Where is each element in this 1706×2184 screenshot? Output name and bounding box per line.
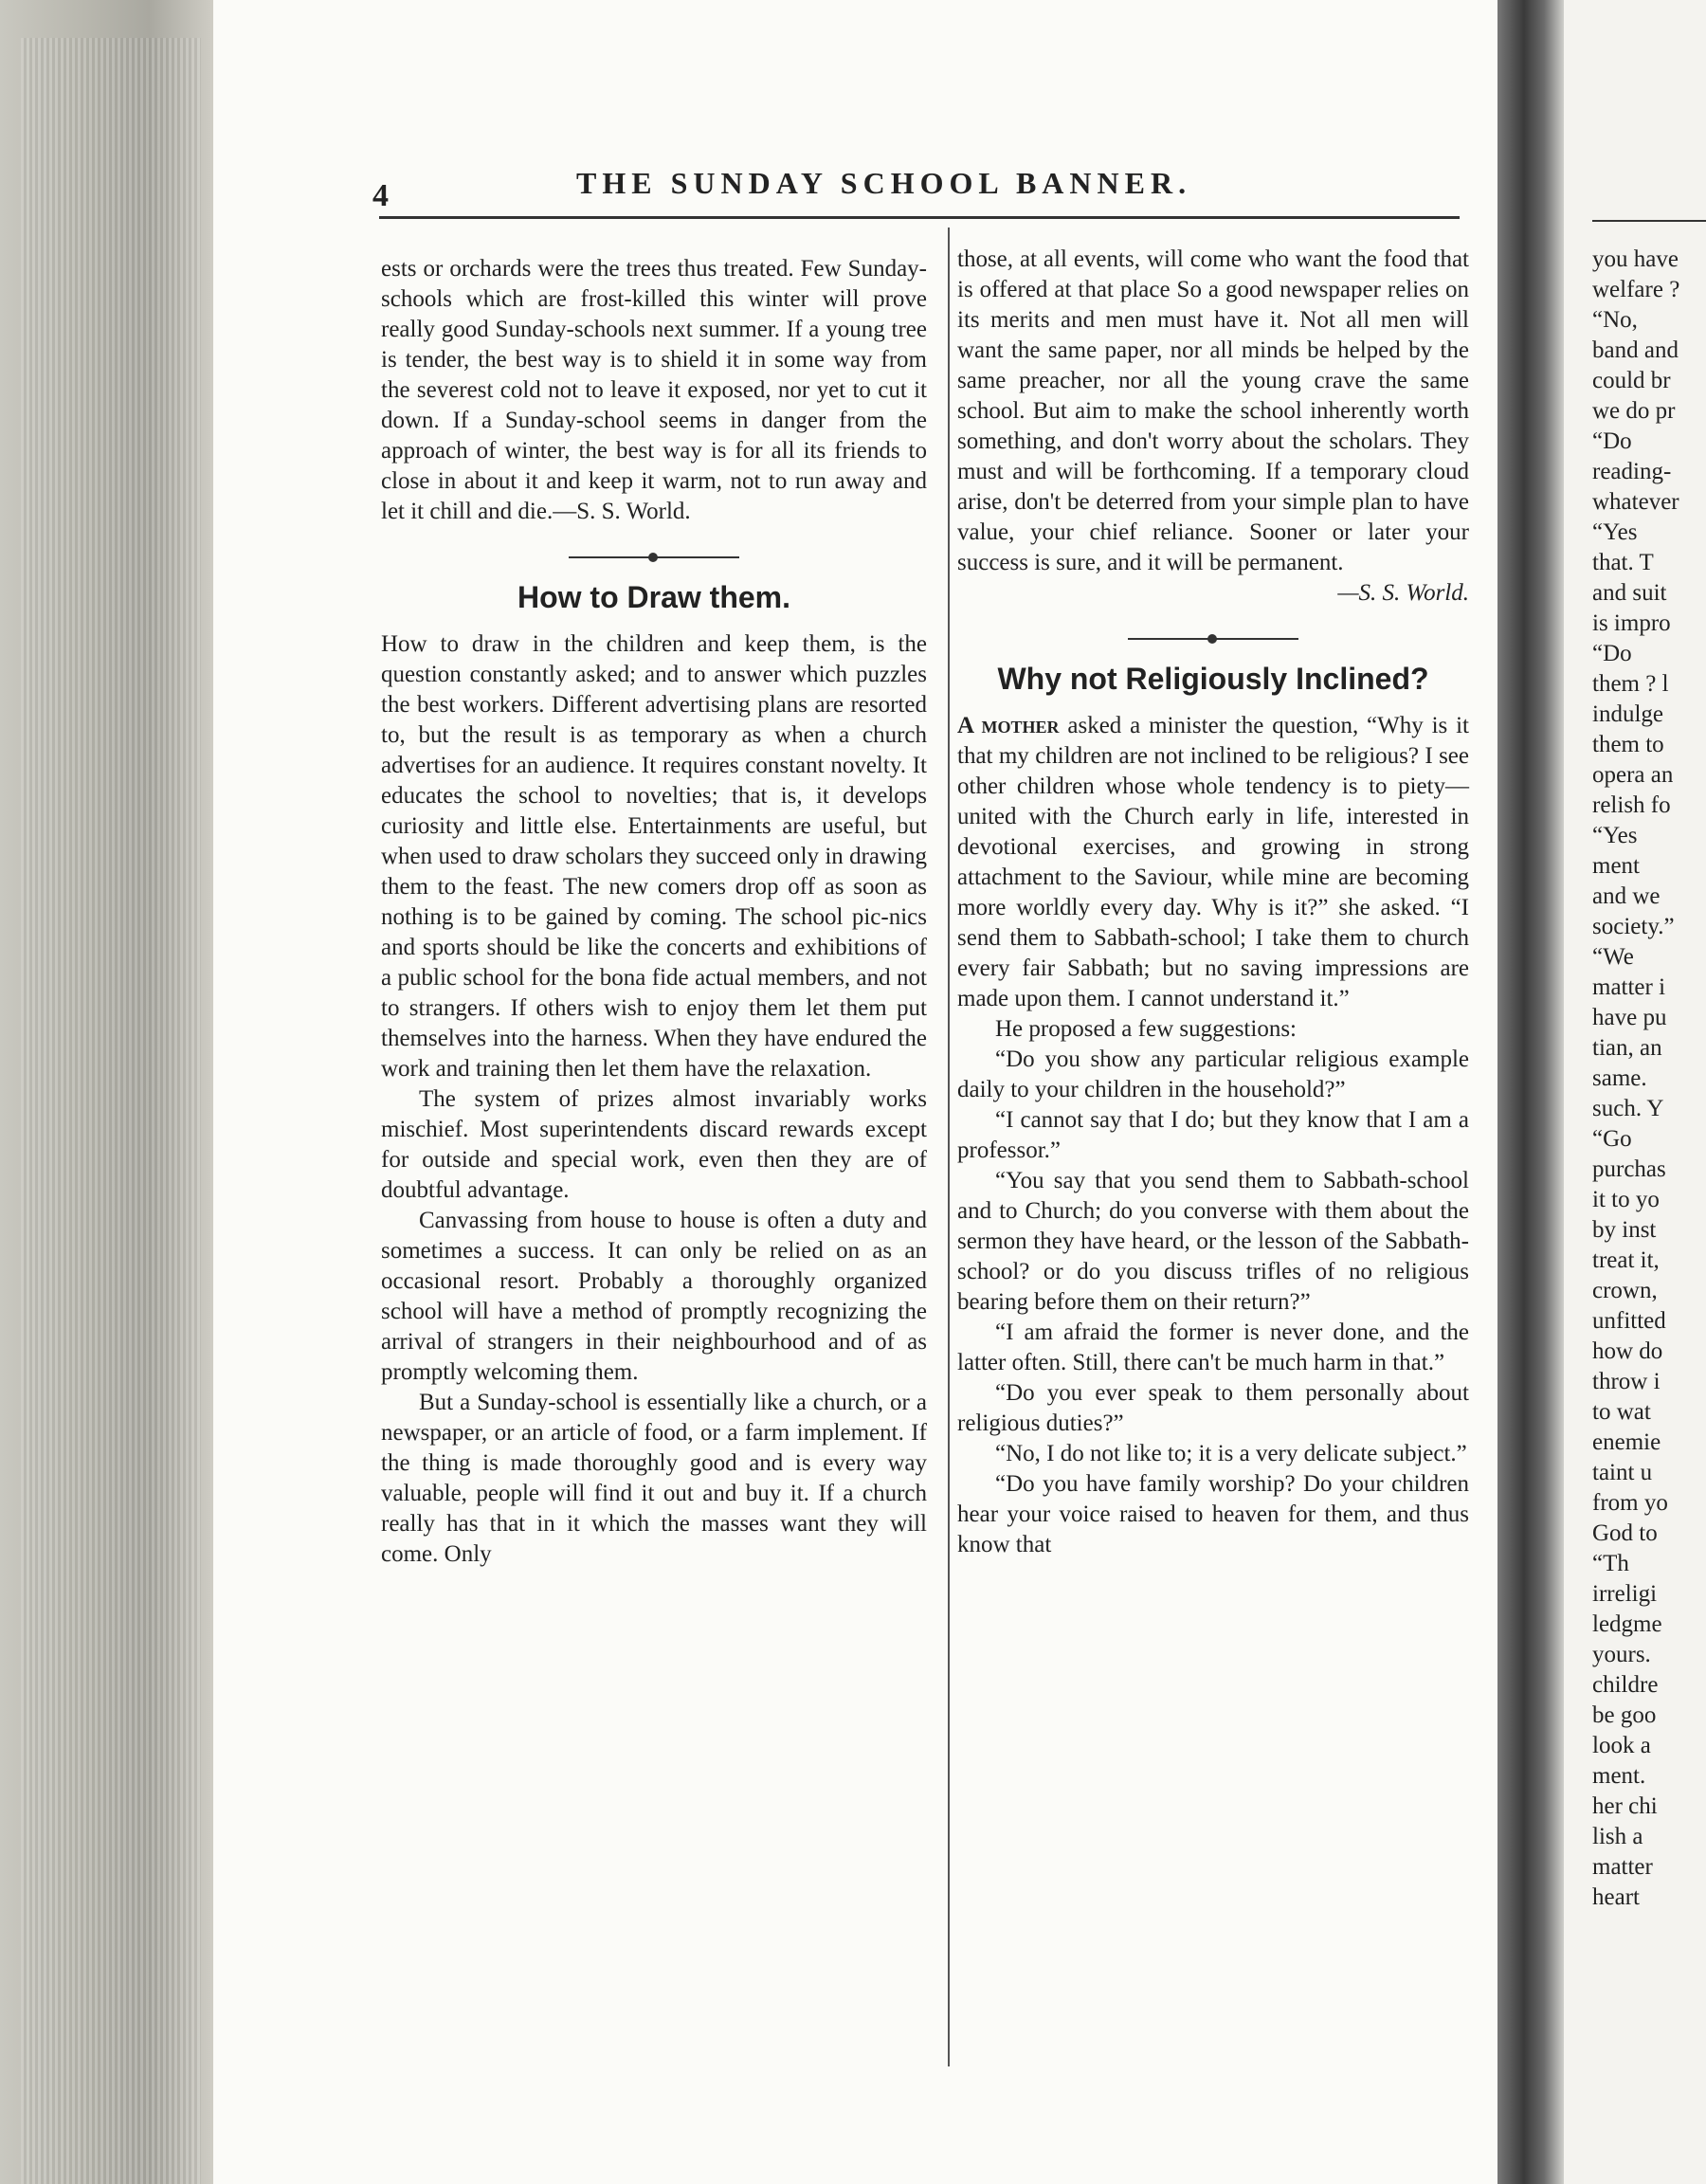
facing-line: society.”	[1592, 914, 1675, 939]
ornament-divider	[569, 546, 739, 569]
facing-line: them to	[1592, 732, 1664, 757]
facing-line: “Do	[1592, 641, 1632, 666]
lead-word: A mother	[957, 713, 1060, 738]
facing-line: irreligi	[1592, 1581, 1658, 1607]
facing-line: “Go	[1592, 1126, 1632, 1152]
facing-line: could br	[1592, 368, 1671, 393]
facing-line: “Yes	[1592, 823, 1638, 848]
body-paragraph: The system of prizes almost invariably works mischief. Most superintendents discard rewards except for outside and special work, even then they are of doubtful advantage.	[381, 1086, 927, 1203]
facing-line: from yo	[1592, 1490, 1668, 1516]
facing-line: treat it,	[1592, 1247, 1660, 1273]
facing-line: enemie	[1592, 1429, 1661, 1455]
facing-line: ledgme	[1592, 1611, 1662, 1637]
continued-paragraph: those, at all events, will come who want the food that is offered at that place So a good newspaper relies on its merits and men must have it. Not all men will want the same paper, nor all minds be helped by the same preacher, nor all the young crave the same school. But aim to make the school inherently worth something, and don't worry about the scholars. They must and will be forthcoming. If a temporary cloud arise, don't be deterred from your simple plan to have value, your chief reliance. Sooner or later your success is sure, and it will be permanent.	[957, 246, 1469, 575]
facing-line: God to	[1592, 1520, 1658, 1546]
facing-line: whatever	[1592, 489, 1679, 515]
page-number: 4	[372, 178, 389, 213]
facing-line: and suit	[1592, 580, 1667, 606]
continued-paragraph: ests or orchards were the trees thus treated. Few Sunday-schools which are frost-killed this winter will prove really good Sunday-schools next summer. If a young tree is tender, the best way is to shield it in some way from the severest cold not to leave it exposed, nor yet to cut it down. If a Sunday-school seems in danger from the approach of winter, the best way is for all its friends to close in about it and keep it warm, not to run away and let it chill and die.—S. S. World.	[381, 256, 927, 524]
facing-page	[1564, 0, 1706, 2184]
facing-line: ment.	[1592, 1763, 1646, 1789]
body-paragraph: “Do you have family worship? Do your children hear your voice raised to heaven for them, and thus know that	[957, 1471, 1469, 1557]
facing-line: her chi	[1592, 1793, 1658, 1819]
book-gutter	[1497, 0, 1564, 2184]
body-paragraph: “I am afraid the former is never done, and the latter often. Still, there can't be much harm in that.”	[957, 1320, 1469, 1375]
facing-line: look a	[1592, 1733, 1651, 1758]
body-paragraph: Canvassing from house to house is often a duty and sometimes a success. It can only be relied on as an occasional resort. Probably a thoroughly organized school will have a method of promptly recognizing the arrival of strangers in their neighbourhood and of as promptly welcoming them.	[381, 1208, 927, 1385]
facing-line: same.	[1592, 1065, 1647, 1091]
body-paragraph: He proposed a few suggestions:	[995, 1016, 1297, 1042]
facing-line: ment	[1592, 853, 1640, 879]
facing-line: childre	[1592, 1672, 1659, 1698]
header-rule	[379, 216, 1460, 219]
facing-line: purchas	[1592, 1156, 1666, 1182]
facing-line: relish fo	[1592, 792, 1671, 818]
left-column	[381, 254, 927, 1570]
body-paragraph: But a Sunday-school is essentially like a church, or a newspaper, or an article of food, or a farm implement. If the thing is made thoroughly good and is every way valuable, people will find it out and buy it. If a church really has that in it which the masses want they will come. Only	[381, 1390, 927, 1567]
facing-line: you have	[1592, 246, 1679, 272]
facing-line: indulge	[1592, 701, 1663, 727]
facing-line: such. Y	[1592, 1096, 1664, 1121]
facing-line: that. T	[1592, 550, 1654, 575]
facing-line: be goo	[1592, 1702, 1657, 1728]
facing-line: unfitted	[1592, 1308, 1666, 1334]
facing-line: it to yo	[1592, 1187, 1660, 1212]
facing-line: opera an	[1592, 762, 1674, 788]
facing-header-rule	[1592, 220, 1706, 222]
facing-line: reading-	[1592, 459, 1672, 484]
facing-line: yours.	[1592, 1642, 1651, 1667]
facing-line: them ? l	[1592, 671, 1669, 697]
facing-page-text	[1592, 245, 1706, 1913]
page-edge-texture	[21, 38, 201, 2184]
facing-line: matter	[1592, 1854, 1653, 1880]
right-column	[957, 245, 1469, 1560]
body-paragraph: How to draw in the children and keep them, is the question constantly asked; and to answer which puzzles the best workers. Different advertising plans are resorted to, but the result is as temporary as when a church advertises for an audience. It requires constant novelty. It educates the school to novelties; that is, it develops curiosity and little else. Entertainments are useful, but when used to draw scholars they succeed only in drawing them to the feast. The new comers drop off as soon as nothing is to be gained by coming. The school pic-nics and sports should be like the concerts and exhibitions of a public school for the bona fide actual members, and not to strangers. If others wish to enjoy them let them put themselves into the harness. When they have endured the work and training then let them have the relaxation.	[381, 631, 927, 1082]
body-paragraph: “Do you ever speak to them personally about religious duties?”	[957, 1380, 1469, 1436]
facing-line: by inst	[1592, 1217, 1657, 1243]
body-paragraph: “I cannot say that I do; but they know that I am a professor.”	[957, 1107, 1469, 1163]
facing-line: have pu	[1592, 1005, 1667, 1030]
body-paragraph: “No, I do not like to; it is a very delicate subject.”	[995, 1441, 1467, 1466]
facing-line: “Do	[1592, 428, 1632, 454]
facing-line: lish a	[1592, 1824, 1643, 1849]
facing-line: we do pr	[1592, 398, 1676, 424]
section-title-why-not-religiously-inclined: Why not Religiously Inclined?	[997, 662, 1429, 696]
section-title-how-to-draw-them: How to Draw them.	[517, 580, 790, 614]
lead-paragraph-text: asked a minister the question, “Why is it that my children are not inclined to be religious? I see other children whose whole tendency is to piety—united with the Church early in life, interested in devotional exercises, and growing in strong attachment to the Saviour, while mine are becoming more worldly every day. Why is it?” she asked. “I send them to Sabbath-school; I take them to church every fair Sabbath; but no saving impressions are made upon them. I cannot understand it.”	[957, 713, 1469, 1011]
facing-line: how do	[1592, 1338, 1663, 1364]
attribution: —S. S. World.	[1337, 580, 1469, 606]
facing-line: “Th	[1592, 1551, 1629, 1576]
facing-line: matter i	[1592, 974, 1666, 1000]
facing-line: and we	[1592, 883, 1661, 909]
facing-line: to wat	[1592, 1399, 1651, 1425]
body-paragraph-lead	[957, 711, 1469, 1014]
facing-line: “No,	[1592, 307, 1638, 333]
facing-line: “We	[1592, 944, 1634, 970]
facing-line: crown,	[1592, 1278, 1658, 1303]
running-header: THE SUNDAY SCHOOL BANNER.	[576, 166, 1192, 200]
facing-line: “Yes	[1592, 519, 1638, 545]
book-page-edges	[0, 0, 213, 2184]
facing-line: heart	[1592, 1884, 1640, 1910]
ornament-divider	[1128, 628, 1298, 650]
facing-line: band and	[1592, 337, 1679, 363]
body-paragraph: “You say that you send them to Sabbath-school and to Church; do you converse with them about the sermon they have heard, or the lesson of the Sabbath-school? or do you discuss trifles of no religious bearing before them on their return?”	[957, 1168, 1469, 1315]
facing-line: tian, an	[1592, 1035, 1662, 1061]
facing-line: throw i	[1592, 1369, 1661, 1394]
facing-line: welfare ?	[1592, 277, 1680, 302]
body-paragraph: “Do you show any particular religious example daily to your children in the household?”	[957, 1046, 1469, 1102]
facing-line: is impro	[1592, 610, 1671, 636]
facing-line: taint u	[1592, 1460, 1653, 1485]
column-divider	[948, 228, 950, 2066]
